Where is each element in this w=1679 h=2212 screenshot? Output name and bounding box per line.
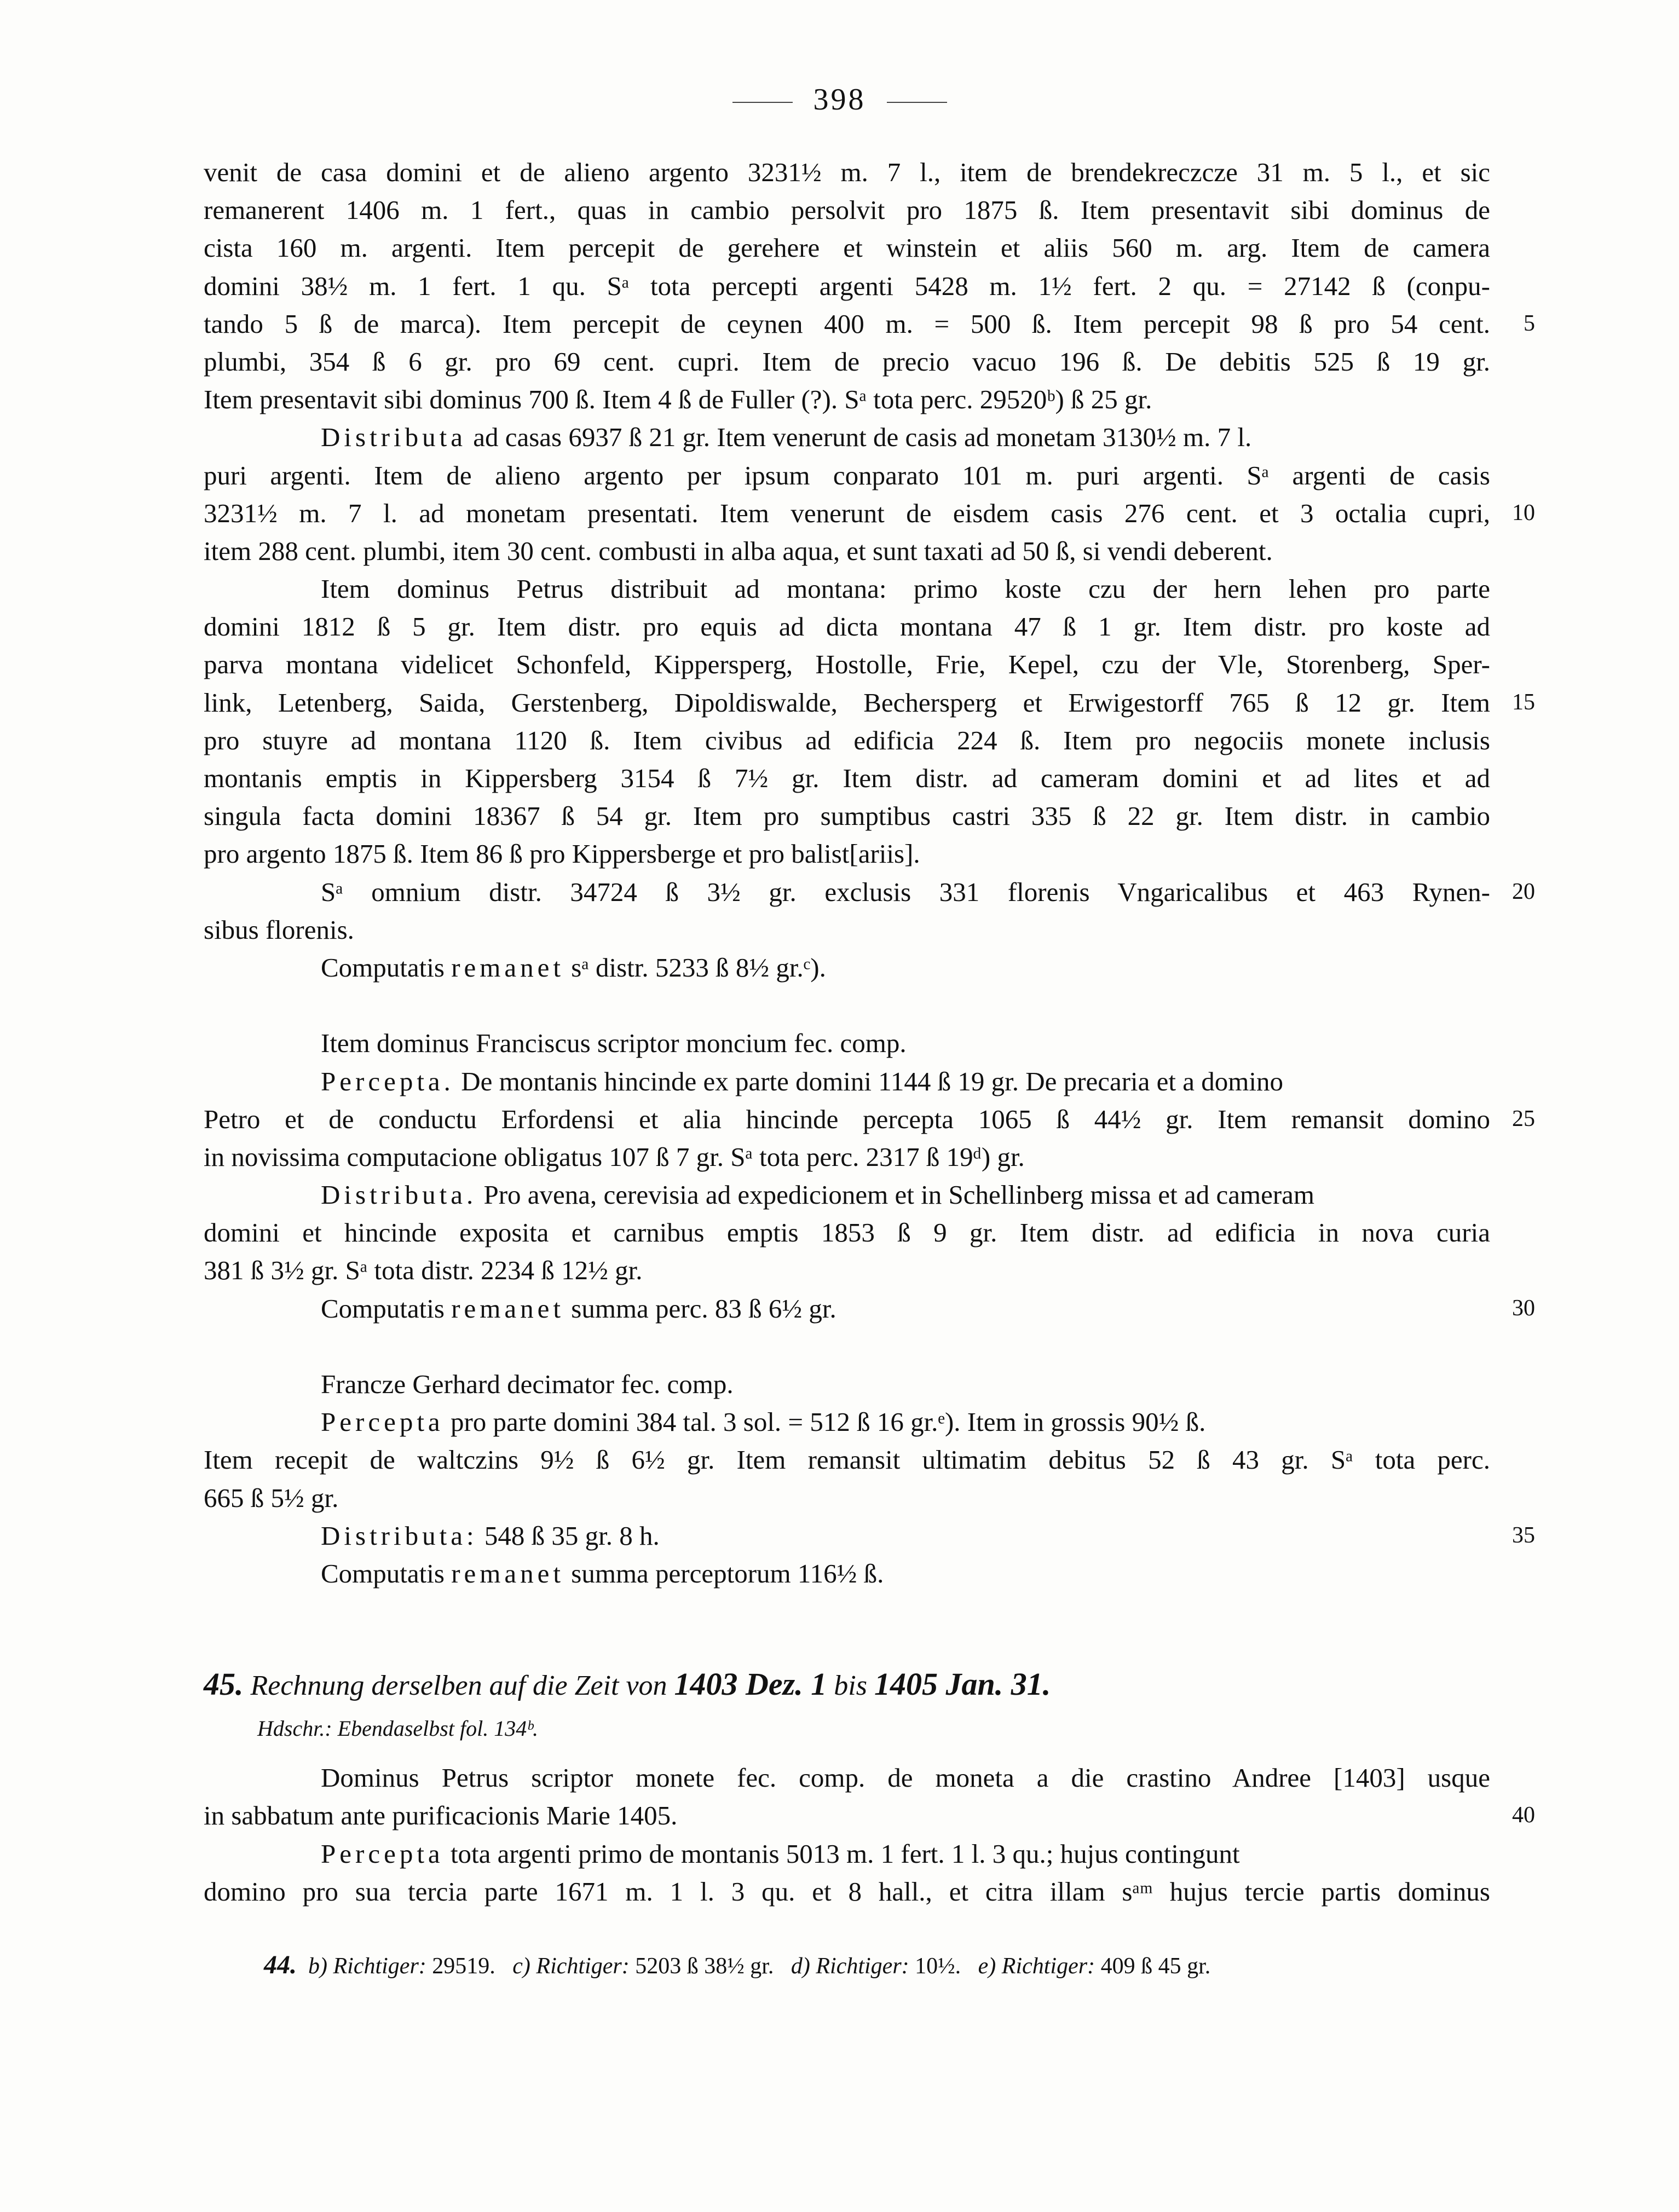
main-text <box>204 153 1535 1987</box>
text-line <box>204 1835 1490 1873</box>
text-line: Francze Gerhard decimator fec. comp. <box>321 1369 734 1399</box>
footnote-value: 5203 ß 38½ gr. <box>635 1953 774 1979</box>
paragraph-gap <box>204 986 1490 1024</box>
text-line <box>204 1100 1535 1138</box>
text-line <box>204 305 1535 343</box>
line-number: 20 <box>1512 879 1535 904</box>
section-label: Percepta <box>321 1407 444 1437</box>
text-line-content: 3231½ m. 7 l. ad monetam presentati. Item venerunt de eisdem casis 276 cent. et 3 octalia cupri, <box>204 498 1490 528</box>
section-date-start: 1403 Dez. 1 <box>674 1666 827 1702</box>
text-line-content: sᵃ distr. 5233 ß 8½ gr.ᶜ). <box>571 952 826 983</box>
line-number: 15 <box>1512 689 1535 715</box>
section-gap <box>204 1592 1490 1658</box>
text-line: pro argento 1875 ß. Item 86 ß pro Kippersberge et pro balist[ariis]. <box>204 839 920 869</box>
footnote-key: d) <box>791 1953 810 1979</box>
text-line-content: Sᵃ omnium distr. 34724 ß 3½ gr. exclusis 331 florenis Vngaricalibus et 463 Rynen- <box>321 876 1490 907</box>
text-line: Item dominus Franciscus scriptor moncium fec. comp. <box>321 1028 907 1059</box>
page-number: 398 <box>813 83 866 117</box>
header-rule-right <box>887 102 947 103</box>
paragraph-gap <box>204 1747 1490 1759</box>
footnote <box>204 1943 1490 1987</box>
section-number: 45. <box>204 1666 244 1702</box>
text-line <box>204 1290 1535 1327</box>
text-line: Dominus Petrus scriptor monete fec. comp. de moneta a die crastino Andree [1403] usque <box>321 1763 1490 1793</box>
line-number: 40 <box>1512 1803 1535 1828</box>
section-title-text: Rechnung derselben auf die Zeit von <box>250 1670 667 1702</box>
text-line <box>204 418 1490 456</box>
section-label: remanet <box>451 1558 565 1589</box>
text-line: domini et hincinde exposita et carnibus emptis 1853 ß 9 gr. Item distr. ad edificia in nova curia <box>204 1217 1490 1248</box>
text-line: 381 ß 3½ gr. Sᵃ tota distr. 2234 ß 12½ gr. <box>204 1255 643 1286</box>
text-line-content: summa perceptorum 116½ ß. <box>571 1558 884 1589</box>
text-line: 665 ß 5½ gr. <box>204 1482 339 1513</box>
text-line-content: Computatis <box>321 1558 445 1589</box>
text-line <box>204 1176 1490 1214</box>
text-line-content: tota argenti primo de montanis 5013 m. 1 fert. 1 l. 3 qu.; hujus contingunt <box>450 1838 1240 1869</box>
footnote-value: 409 ß 45 gr. <box>1100 1953 1211 1979</box>
footnote-label: Richtiger: <box>333 1953 426 1979</box>
footnote-label: Richtiger: <box>816 1953 909 1979</box>
text-line-content: in sabbatum ante purificacionis Marie 1405. <box>204 1800 678 1831</box>
text-line-content: pro parte domini 384 tal. 3 sol. = 512 ß 16 gr.ᵉ). Item in grossis 90½ ß. <box>450 1407 1206 1437</box>
section-label: remanet <box>451 1293 565 1324</box>
section-label: Percepta <box>321 1838 444 1869</box>
footnote-key: e) <box>978 1953 996 1979</box>
footnote-value: 29519. <box>432 1953 495 1979</box>
section-date-end: 1405 Jan. 31. <box>874 1666 1051 1702</box>
line-number: 30 <box>1512 1295 1535 1321</box>
footnote-value: 10½. <box>915 1953 961 1979</box>
footnote-key: b) <box>308 1953 327 1979</box>
text-line-content: summa perc. 83 ß 6½ gr. <box>571 1293 836 1324</box>
text-line <box>204 873 1535 911</box>
text-line: domini 38½ m. 1 fert. 1 qu. Sᵃ tota percepti argenti 5428 m. 1½ fert. 2 qu. = 27142 ß (conpu- <box>204 270 1490 301</box>
line-number: 5 <box>1524 310 1535 336</box>
text-line: sibus florenis. <box>204 914 354 945</box>
text-line <box>204 1403 1490 1441</box>
text-line-content: 548 ß 35 gr. 8 h. <box>484 1520 660 1551</box>
text-line: Item presentavit sibi dominus 700 ß. Item 4 ß de Fuller (?). Sᵃ tota perc. 29520ᵇ) ß 25 gr. <box>204 384 1152 415</box>
text-line: domini 1812 ß 5 gr. Item distr. pro equis ad dicta montana 47 ß 1 gr. Item distr. pro koste ad <box>204 611 1490 642</box>
section-label: Distributa <box>321 422 466 453</box>
text-line: venit de casa domini et de alieno argento 3231½ m. 7 l., item de brendekreczcze 31 m. 5 l., et sic <box>204 157 1490 187</box>
text-line: cista 160 m. argenti. Item percepit de gerehere et winstein et aliis 560 m. arg. Item de camera <box>204 233 1490 263</box>
text-line-content: ad casas 6937 ß 21 gr. Item venerunt de casis ad monetam 3130½ m. 7 l. <box>473 422 1252 453</box>
footnote-key: c) <box>512 1953 530 1979</box>
text-line: montanis emptis in Kippersberg 3154 ß 7½ gr. Item distr. ad cameram domini et ad lites et ad <box>204 763 1490 793</box>
text-line: singula facta domini 18367 ß 54 gr. Item pro sumptibus castri 335 ß 22 gr. Item distr. in cambio <box>204 801 1490 831</box>
text-line-content: De montanis hincinde ex parte domini 1144 ß 19 gr. De precaria et a domino <box>461 1066 1283 1096</box>
line-number: 10 <box>1512 500 1535 525</box>
page-header <box>0 82 1679 117</box>
text-line-content: Computatis <box>321 952 445 983</box>
text-line: puri argenti. Item de alieno argento per ipsum conparato 101 m. puri argenti. Sᵃ argenti de casis <box>204 460 1490 490</box>
line-number: 25 <box>1512 1106 1535 1131</box>
line-number: 35 <box>1512 1522 1535 1548</box>
text-line <box>204 1797 1535 1834</box>
text-line <box>204 684 1535 721</box>
text-line: item 288 cent. plumbi, item 30 cent. combusti in alba aqua, et sunt taxati ad 50 ß, si vendi deberent. <box>204 535 1273 566</box>
text-line-content: Petro et de conductu Erfordensi et alia hincinde percepta 1065 ß 44½ gr. Item remansit domino <box>204 1104 1490 1134</box>
text-line <box>204 1555 1490 1592</box>
footnote-label: Richtiger: <box>1001 1953 1095 1979</box>
text-line <box>204 1517 1535 1555</box>
text-line: domino pro sua tercia parte 1671 m. 1 l. 3 qu. et 8 hall., et citra illam sᵃᵐ hujus tercie partis dominus <box>204 1876 1490 1907</box>
text-line-content: Computatis <box>321 1293 445 1324</box>
text-line: Item recepit de waltczins 9½ ß 6½ gr. Item remansit ultimatim debitus 52 ß 43 gr. Sᵃ tota perc. <box>204 1445 1490 1475</box>
section-label: Distributa. <box>321 1180 477 1210</box>
text-line: parva montana videlicet Schonfeld, Kippersperg, Hostolle, Frie, Kepel, czu der Vle, Storenberg, Sper- <box>204 649 1490 680</box>
text-line: plumbi, 354 ß 6 gr. pro 69 cent. cupri. Item de precio vacuo 196 ß. De debitis 525 ß 19 gr. <box>204 346 1490 377</box>
footnote-label: Richtiger: <box>536 1953 630 1979</box>
text-line <box>204 494 1535 532</box>
text-line: Item dominus Petrus distribuit ad montana: primo koste czu der hern lehen pro parte <box>321 574 1490 604</box>
section-label: Percepta. <box>321 1066 454 1096</box>
text-line: pro stuyre ad montana 1120 ß. Item civibus ad edificia 224 ß. Item pro negociis monete inclusis <box>204 725 1490 755</box>
text-line: remanerent 1406 m. 1 fert., quas in cambio persolvit pro 1875 ß. Item presentavit sibi dominus de <box>204 195 1490 226</box>
manuscript-source: Hdschr.: Ebendaselbst fol. 134ᵇ. <box>257 1716 538 1741</box>
text-line <box>204 1062 1490 1100</box>
text-line <box>204 949 1490 986</box>
section-title-bis: bis <box>834 1670 867 1702</box>
text-line-content: Pro avena, cerevisia ad expedicionem et in Schellinberg missa et ad cameram <box>483 1180 1315 1210</box>
text-line: in novissima computacione obligatus 107 ß 7 gr. Sᵃ tota perc. 2317 ß 19ᵈ) gr. <box>204 1141 1025 1172</box>
section-label: Distributa: <box>321 1520 478 1551</box>
footnote-gap <box>204 1910 1490 1943</box>
header-rule-left <box>732 102 793 103</box>
text-line-content: link, Letenberg, Saida, Gerstenberg, Dipoldiswalde, Bechersperg et Erwigestorff 765 ß 12 gr. Item <box>204 687 1490 718</box>
section-label: remanet <box>451 952 565 983</box>
footnote-number: 44. <box>264 1950 297 1979</box>
text-line-content: tando 5 ß de marca). Item percepit de ceynen 400 m. = 500 ß. Item percepit 98 ß pro 54 cent. <box>204 308 1490 339</box>
paragraph-gap <box>204 1327 1490 1365</box>
section-heading <box>204 1658 1490 1711</box>
